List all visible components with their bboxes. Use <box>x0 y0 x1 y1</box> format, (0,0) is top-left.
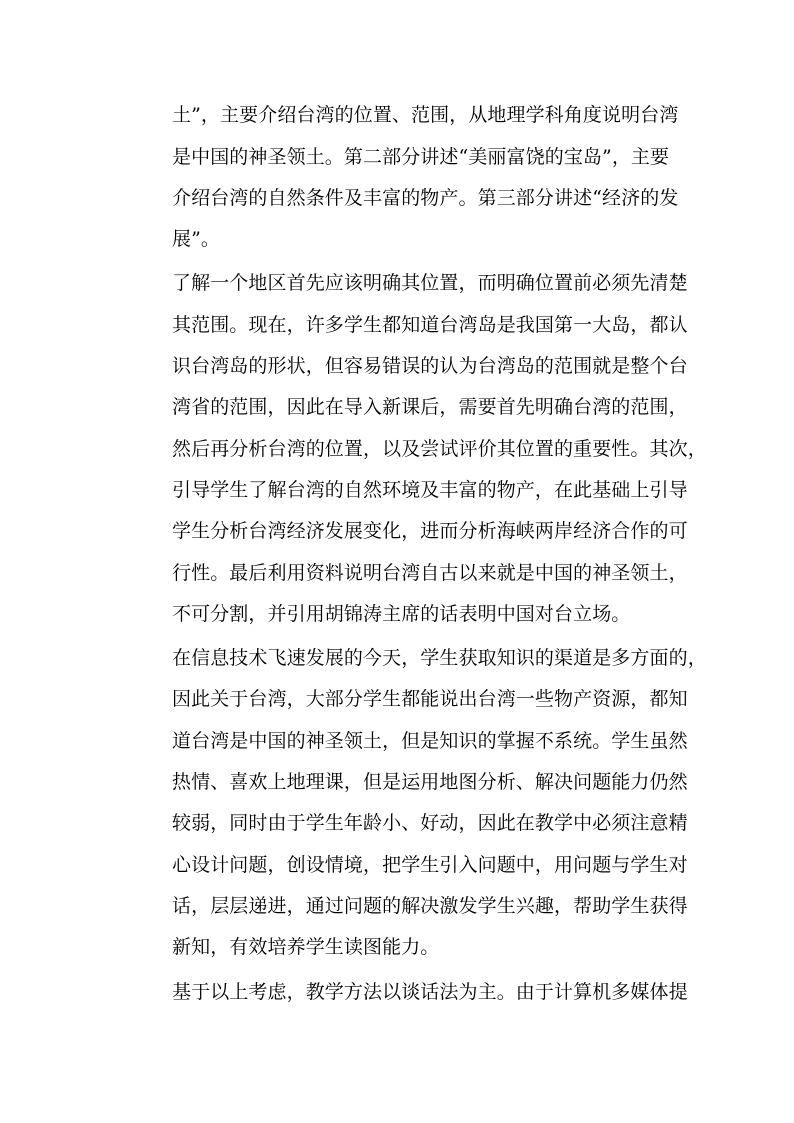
text-line: 话，层层递进，通过问题的解决激发学生兴趣，帮助学生获得 <box>172 895 688 917</box>
text-line: 了解一个地区首先应该明确其位置，而明确位置前必须先清楚 <box>172 272 688 294</box>
text-line: 心设计问题，创设情境，把学生引入问题中，用问题与学生对 <box>172 854 688 876</box>
text-line: 是中国的神圣领土。第二部分讲述“美丽富饶的宝岛”，主要 <box>172 146 670 168</box>
text-line: 湾省的范围，因此在导入新课后，需要首先明确台湾的范围， <box>172 396 688 418</box>
text-line: 介绍台湾的自然条件及丰富的物产。第三部分讲述“经济的发 <box>172 187 679 209</box>
text-line: 行性。最后利用资料说明台湾自古以来就是中国的神圣领土， <box>172 562 688 584</box>
text-line: 学生分析台湾经济发展变化，进而分析海峡两岸经济合作的可 <box>172 520 688 542</box>
text-line: 道台湾是中国的神圣领土，但是知识的掌握不系统。学生虽然 <box>172 730 688 752</box>
text-line: 较弱，同时由于学生年龄小、好动，因此在教学中必须注意精 <box>172 812 688 834</box>
text-line: 引导学生了解台湾的自然环境及丰富的物产，在此基础上引导 <box>172 479 688 501</box>
text-line: 基于以上考虑，教学方法以谈话法为主。由于计算机多媒体提 <box>172 981 688 1003</box>
text-line: 因此关于台湾，大部分学生都能说出台湾一些物产资源，都知 <box>172 688 688 710</box>
text-line: 土”，主要介绍台湾的位置、范围，从地理学科角度说明台湾 <box>172 104 679 126</box>
text-line: 展”。 <box>172 228 221 250</box>
text-line: 然后再分析台湾的位置，以及尝试评价其位置的重要性。其次， <box>172 438 707 460</box>
text-line: 不可分割，并引用胡锦涛主席的话表明中国对台立场。 <box>172 603 631 625</box>
text-line: 识台湾岛的形状，但容易错误的认为台湾岛的范围就是整个台 <box>172 355 688 377</box>
text-line: 其范围。现在，许多学生都知道台湾岛是我国第一大岛，都认 <box>172 314 688 336</box>
text-line: 热情、喜欢上地理课，但是运用地图分析、解决问题能力仍然 <box>172 771 688 793</box>
text-line: 在信息技术飞速发展的今天，学生获取知识的渠道是多方面的， <box>172 647 707 669</box>
text-line: 新知，有效培养学生读图能力。 <box>172 936 440 958</box>
